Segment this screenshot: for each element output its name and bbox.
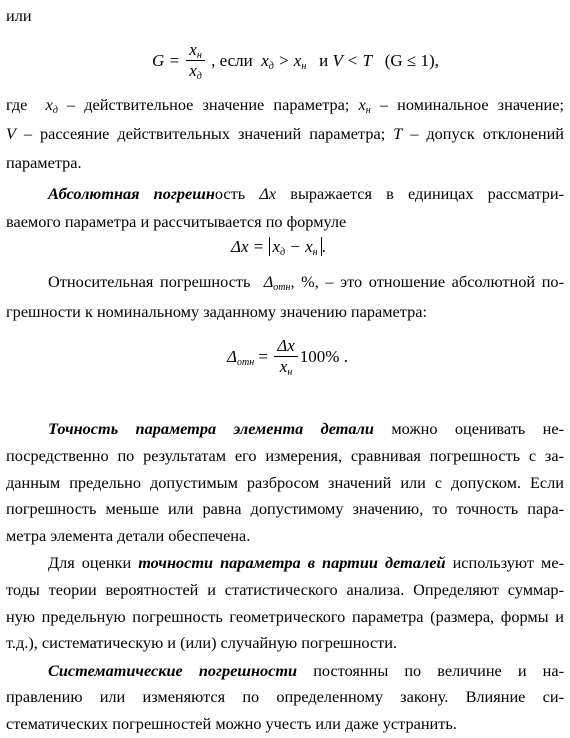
text-span: т.д.), систематическую и (или) случайную погрешности. [6, 633, 398, 652]
var-delta: Δ [263, 272, 274, 291]
word-ili: или [6, 6, 32, 25]
text-line [6, 526, 564, 546]
var-dx: Δx [259, 184, 277, 203]
text-span: параметра. [6, 153, 82, 172]
var-v: V [6, 124, 16, 143]
subscript: отн [236, 356, 255, 368]
text-line [6, 302, 564, 322]
var-x: x [45, 95, 53, 114]
text-line [6, 661, 564, 681]
formula-rel-error [227, 336, 348, 377]
text-line [6, 446, 564, 466]
period: . [321, 237, 326, 256]
text-line [6, 553, 564, 573]
text-line [6, 419, 564, 439]
text-span: метра элемента детали обеспечена. [6, 526, 251, 545]
text-span: , %, – это отношение абсолютной по- [290, 272, 564, 291]
minus-x: − x [289, 237, 313, 256]
text-span: данным предельно допустимым разбросом значений или с допуском. Если [6, 473, 564, 492]
var-delta: Δ [227, 346, 237, 366]
cond-gt: > x [278, 50, 302, 70]
subscript: н [196, 50, 202, 61]
text-span: где [6, 95, 28, 114]
formula-fraction [274, 336, 298, 377]
text-line [6, 124, 564, 144]
text-span: можно оценивать не- [391, 419, 564, 438]
var-x: x [189, 61, 197, 80]
formula-condition [211, 51, 439, 71]
text-span: Для оценки [48, 553, 132, 572]
text-span: используют ме- [452, 553, 564, 572]
text-line [6, 6, 564, 26]
text-span: грешности к номинальному заданному значению параметра: [6, 302, 427, 321]
formula-g [152, 40, 439, 81]
fraction-denominator [274, 357, 298, 377]
cond-and: и [319, 50, 329, 70]
term-bold: Систематические погрешности [48, 661, 298, 680]
text-line [6, 212, 564, 232]
equals: = [258, 346, 269, 366]
subscript: н [312, 247, 318, 258]
fraction-denominator [186, 61, 205, 81]
text-line [6, 473, 564, 493]
text-span: стематических погрешностей можно учесть или даже устранить. [6, 714, 457, 733]
text-line [6, 499, 564, 519]
var-t: T [393, 124, 403, 143]
subscript: д [280, 247, 286, 258]
formula-lhs [227, 347, 254, 367]
text-span: – допуск отклонений [410, 124, 564, 143]
var-x: x [279, 357, 288, 376]
text-line [6, 184, 564, 204]
formula-lhs: G = [152, 50, 180, 70]
text-line [6, 272, 564, 292]
formula-abs-error [231, 237, 326, 257]
term-bold: точности параметра в партии деталей [138, 553, 446, 572]
term-bold: Точность параметра элемента детали [48, 419, 374, 438]
subscript: д [52, 105, 58, 116]
text-span: постоянны по величине и на- [313, 661, 565, 680]
text-line [6, 153, 564, 173]
var-x: x [261, 50, 269, 70]
text-span: выражается в единицах рассматри- [290, 184, 564, 203]
var-x: x [189, 40, 197, 59]
subscript: н [365, 105, 371, 116]
text-span: правлению или изменяются по определенному закону. Влияние си- [6, 687, 564, 706]
text-span: Относительная погрешность [48, 272, 251, 291]
subscript: отн [273, 282, 291, 293]
text-span: погрешность меньше или равна допустимому значению, то точность пара- [6, 499, 564, 518]
text-line [6, 95, 564, 115]
formula-fraction [186, 40, 205, 81]
cond-ineq: V < T [332, 50, 372, 70]
text-span: тоды теории вероятностей и статистического анализа. Определяют суммар- [6, 580, 564, 599]
fraction-numerator [186, 40, 205, 61]
subscript: н [301, 60, 307, 72]
subscript: д [268, 60, 274, 72]
cond-paren: (G ≤ 1), [384, 50, 439, 70]
text-span: – рассеяние действительных значений параметра; [23, 124, 386, 143]
text-span: ость [214, 184, 246, 203]
term-bold: Абсолютная погрешн [48, 184, 215, 203]
var-x: x [358, 95, 366, 114]
text-span: ваемого параметра и рассчитывается по формуле [6, 212, 347, 231]
text-line [6, 633, 564, 653]
text-line [6, 580, 564, 600]
subscript: д [196, 71, 202, 82]
subscript: н [287, 367, 293, 378]
formula-lhs: Δx = [231, 237, 265, 256]
abs-bars [269, 237, 322, 256]
cond-lead: , если [211, 50, 253, 70]
fraction-numerator: Δx [274, 336, 298, 357]
text-span: посредственно по результатам его измерения, сравнивая погрешность с за- [6, 446, 564, 465]
var-x: x [272, 237, 281, 256]
text-line [6, 687, 564, 707]
text-line [6, 607, 564, 627]
text-span: – номинальное значение; [379, 95, 564, 114]
text-line [6, 714, 564, 734]
text-span: ную предельную погрешность геометрического параметра (размера, формы и [6, 607, 564, 626]
text-span: – действительное значение параметра; [67, 95, 350, 114]
percent-term: 100% . [299, 346, 348, 366]
